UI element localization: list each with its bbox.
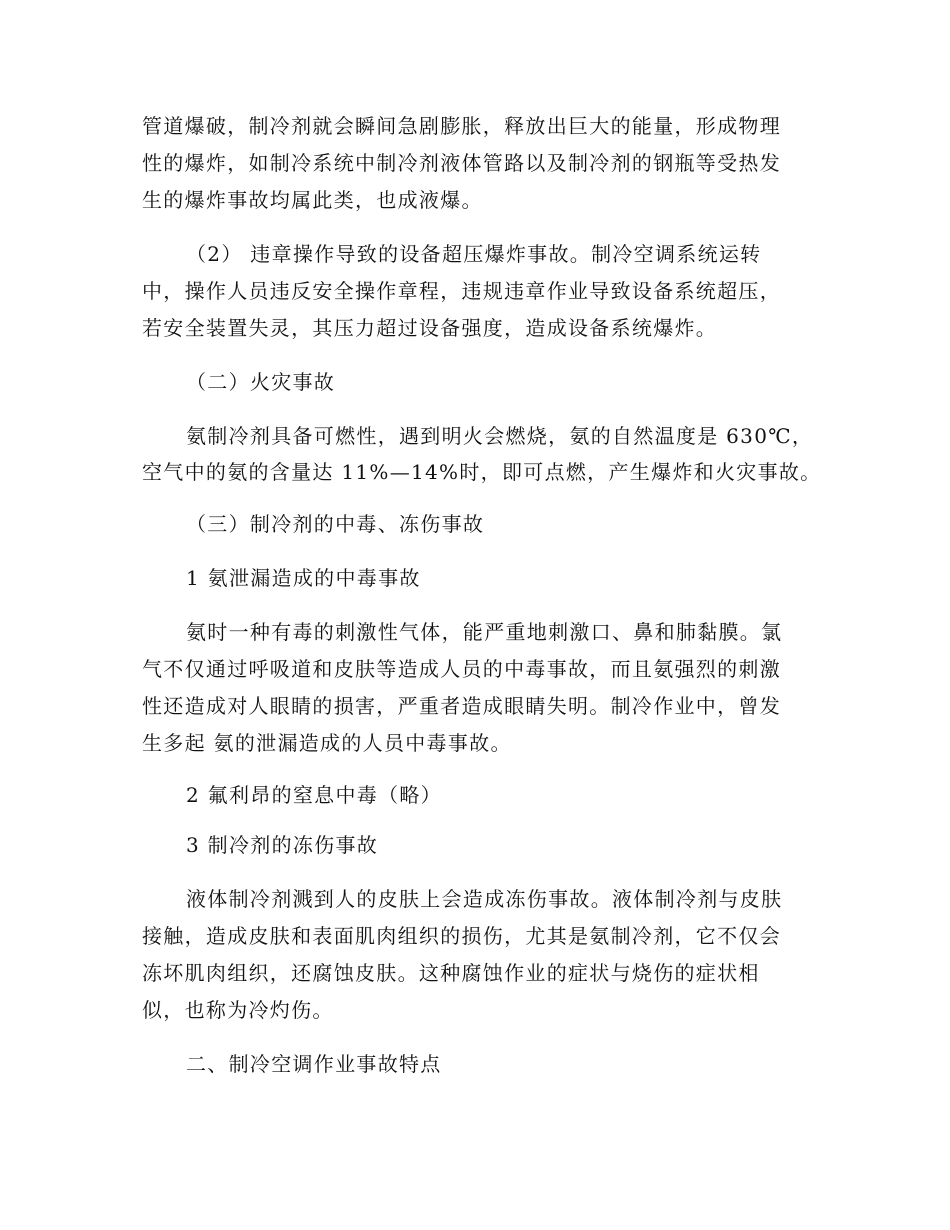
paragraph-5-line-2: 接触，造成皮肤和表面肌肉组织的损伤，尤其是氨制冷剂，它不仅会: [142, 924, 781, 948]
paragraph-3-line-2: 空气中的氨的含量达 11%—14%时，即可点燃，产生爆炸和火灾事故。: [142, 460, 822, 484]
paragraph-4-line-1: 氨时一种有毒的刺激性气体，能严重地刺激口、鼻和肺黏膜。氯: [186, 620, 783, 644]
section-heading-poisoning-frostbite: （三）制冷剂的中毒、冻伤事故: [186, 512, 485, 536]
paragraph-5-line-1: 液体制冷剂溅到人的皮肤上会造成冻伤事故。液体制冷剂与皮肤: [186, 887, 783, 911]
section-heading-accident-characteristics: 二、制冷空调作业事故特点: [186, 1052, 442, 1076]
paragraph-4-line-4: 生多起 氨的泄漏造成的人员中毒事故。: [142, 731, 512, 755]
paragraph-4-line-2: 气不仅通过呼吸道和皮肤等造成人员的中毒事故，而且氨强烈的刺激: [142, 657, 781, 681]
paragraph-5-line-3: 冻坏肌肉组织，还腐蚀皮肤。这种腐蚀作业的症状与烧伤的症状相: [142, 961, 760, 985]
paragraph-2-line-3: 若安全装置失灵，其压力超过设备强度，造成设备系统爆炸。: [142, 316, 718, 340]
paragraph-2-line-2: 中，操作人员违反安全操作章程，违规违章作业导致设备系统超压，: [142, 279, 781, 303]
paragraph-2-line-1: （2） 违章操作导致的设备超压爆炸事故。制冷空调系统运转: [186, 242, 762, 266]
paragraph-1-line-1: 管道爆破，制冷剂就会瞬间急剧膨胀，释放出巨大的能量，形成物理: [142, 114, 781, 138]
paragraph-4-line-3: 性还造成对人眼睛的损害，严重者造成眼睛失明。制冷作业中，曾发: [142, 694, 781, 718]
subheading-ammonia-leak: 1 氨泄漏造成的中毒事故: [186, 566, 421, 590]
paragraph-1-line-2: 性的爆炸，如制冷系统中制冷剂液体管路以及制冷剂的钢瓶等受热发: [142, 151, 781, 175]
paragraph-5-line-4: 似，也称为冷灼伤。: [142, 998, 334, 1022]
subheading-refrigerant-frostbite: 3 制冷剂的冻伤事故: [186, 833, 379, 857]
subheading-freon-asphyxiation: 2 氟利昂的窒息中毒（略）: [186, 783, 442, 807]
paragraph-3-line-1: 氨制冷剂具备可燃性，遇到明火会燃烧，氨的自然温度是 630℃，: [186, 424, 814, 448]
paragraph-1-line-3: 生的爆炸事故均属此类，也成液爆。: [142, 188, 483, 212]
section-heading-fire-accident: （二）火灾事故: [186, 370, 336, 394]
